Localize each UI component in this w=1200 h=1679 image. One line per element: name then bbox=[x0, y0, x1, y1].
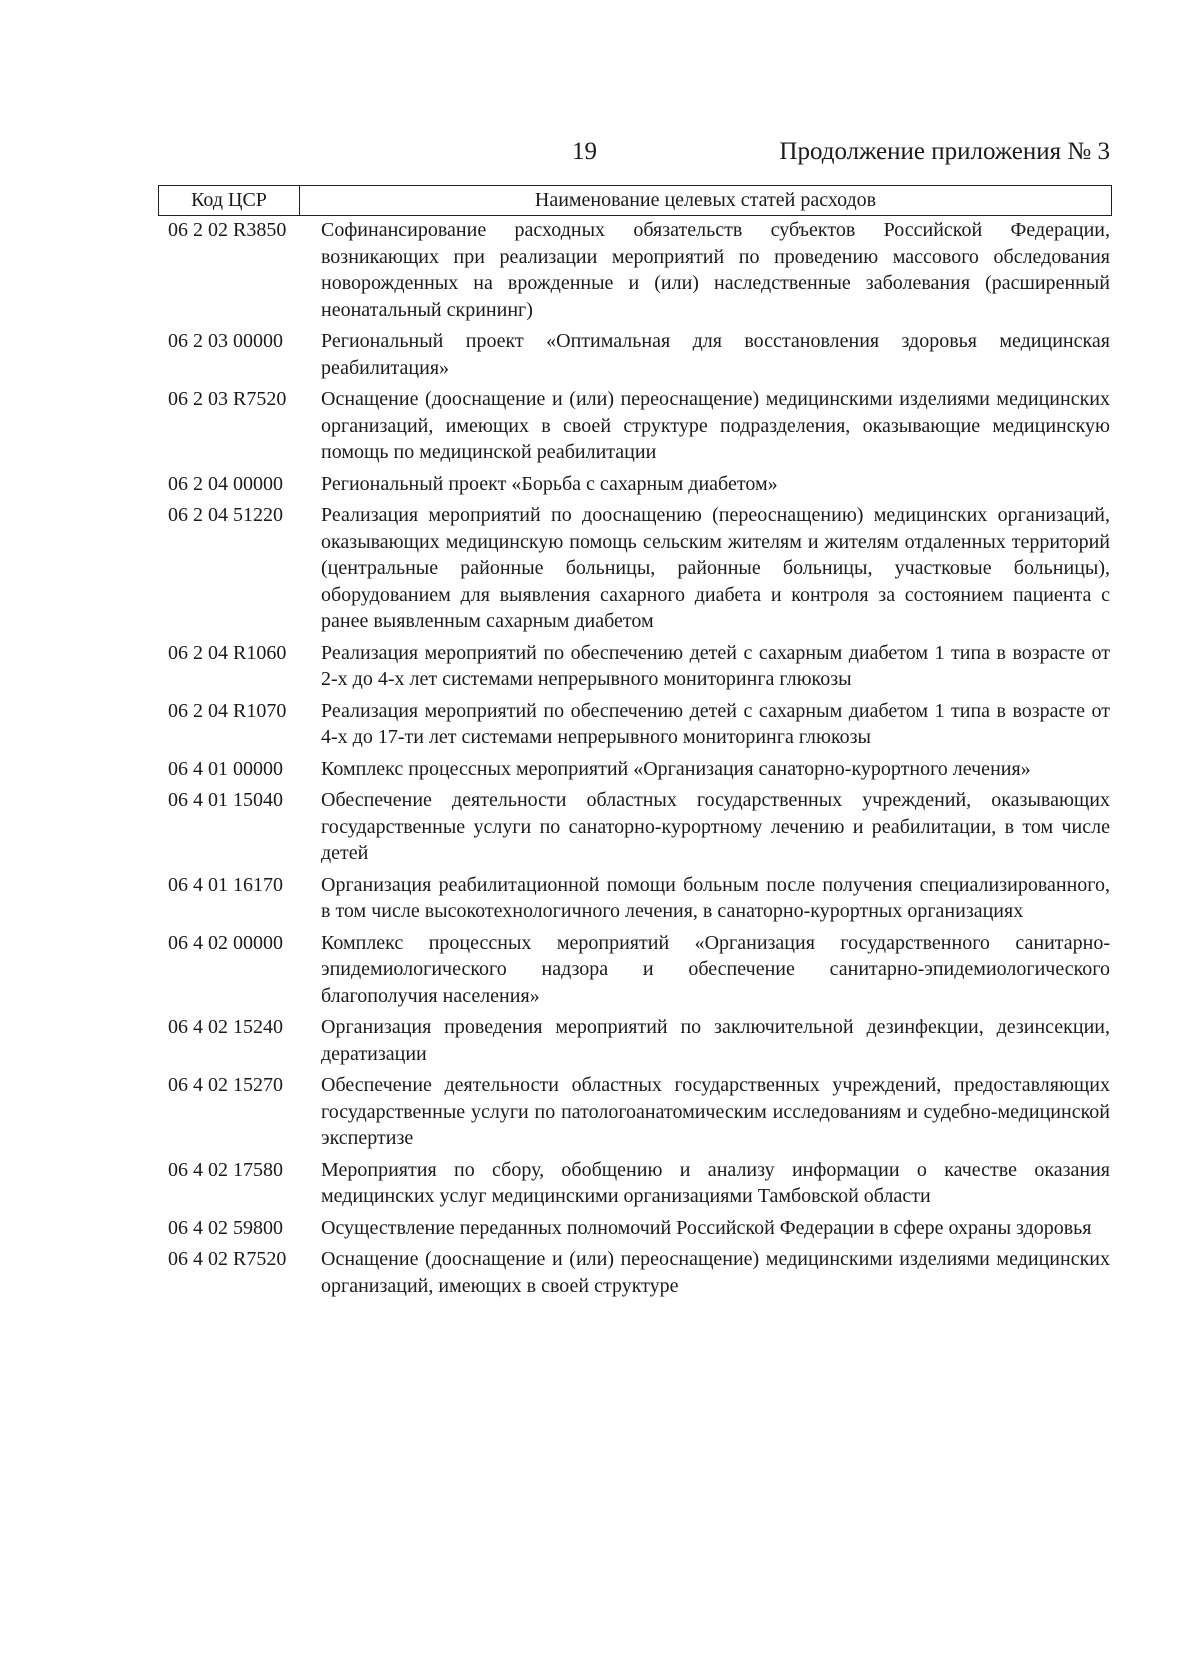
row-code: 06 4 02 59800 bbox=[168, 1216, 283, 1239]
row-name: Комплекс процессных мероприятий «Организация государственного санитарно-эпидемиологического надзора и обеспечение санитарно-эпидемиологического благополучия населения» bbox=[321, 931, 1110, 1007]
row-name: Оснащение (дооснащение и (или) переоснащение) медицинскими изделиями медицинских организаций, имеющих в своей структуре подразделения, оказывающие медицинскую помощь по медицинской реабилитации bbox=[321, 388, 1110, 463]
row-name: Обеспечение деятельности областных государственных учреждений, предоставляющих государственные услуги по патологоанатомическим исследованиям и судебно-медицинской экспертизе bbox=[321, 1074, 1110, 1149]
table-row bbox=[158, 872, 1112, 925]
row-code: 06 4 02 00000 bbox=[168, 931, 283, 954]
column-header-code: Код ЦСР bbox=[159, 186, 300, 215]
table-row bbox=[158, 217, 1112, 323]
table-row bbox=[158, 930, 1112, 1010]
row-code: 06 2 04 51220 bbox=[168, 504, 283, 526]
row-code: 06 2 04 00000 bbox=[168, 472, 283, 495]
table-row bbox=[158, 698, 1112, 751]
table-row bbox=[158, 328, 1112, 381]
row-code: 06 4 01 00000 bbox=[168, 757, 283, 780]
row-name: Реализация мероприятий по дооснащению (переоснащению) медицинских организаций, оказывающих медицинскую помощь сельским жителям и жителям отдаленных территорий (центральные районные больницы, районные больницы, участковые больницы), оборудованием для выявления сахарного диабета и контроля за состоянием пациента с ранее выявленным сахарным диабетом bbox=[321, 504, 1110, 632]
row-name: Региональный проект «Борьба с сахарным диабетом» bbox=[321, 472, 778, 495]
table-row bbox=[158, 1157, 1112, 1210]
table-row bbox=[158, 756, 1112, 783]
page-number: 19 bbox=[572, 138, 597, 165]
row-code: 06 2 04 R1060 bbox=[168, 641, 287, 664]
row-code: 06 4 02 15240 bbox=[168, 1016, 283, 1038]
row-code: 06 4 02 R7520 bbox=[168, 1248, 287, 1270]
row-name: Осуществление переданных полномочий Российской Федерации в сфере охраны здоровья bbox=[321, 1216, 1092, 1239]
row-name: Реализация мероприятий по обеспечению детей с сахарным диабетом 1 типа в возрасте от 4-х до 17-ти лет системами непрерывного мониторинга глюкозы bbox=[321, 699, 1110, 748]
table-row bbox=[158, 787, 1112, 867]
table-row bbox=[158, 640, 1112, 693]
row-code: 06 2 03 R7520 bbox=[168, 388, 287, 410]
row-code: 06 4 01 16170 bbox=[168, 873, 283, 896]
row-code: 06 4 02 15270 bbox=[168, 1074, 283, 1096]
row-code: 06 2 02 R3850 bbox=[168, 219, 287, 241]
table-row bbox=[158, 471, 1112, 498]
row-name: Комплекс процессных мероприятий «Организация санаторно-курортного лечения» bbox=[321, 757, 1031, 780]
table-header-row bbox=[158, 185, 1112, 216]
row-name: Обеспечение деятельности областных государственных учреждений, оказывающих государственные услуги по санаторно-курортному лечению и реабилитации, в том числе детей bbox=[321, 789, 1110, 864]
table-row bbox=[158, 1014, 1112, 1067]
target-expense-codes-table bbox=[158, 185, 1112, 1304]
page-header bbox=[160, 138, 1110, 170]
row-code: 06 2 03 00000 bbox=[168, 330, 283, 352]
column-header-name: Наименование целевых статей расходов bbox=[534, 189, 877, 211]
row-code: 06 2 04 R1070 bbox=[168, 699, 287, 722]
row-code: 06 4 01 15040 bbox=[168, 789, 283, 811]
table-row bbox=[158, 1215, 1112, 1242]
row-name: Софинансирование расходных обязательств субъектов Российской Федерации, возникающих при реализации мероприятий по проведению массового обследования новорожденных на врожденные и (или) наследственные заболевания (расширенный неонатальный скрининг) bbox=[321, 219, 1110, 321]
row-name: Организация реабилитационной помощи больным после получения специализированного, в том числе высокотехнологичного лечения, в санаторно-курортных организациях bbox=[321, 873, 1110, 922]
row-name: Реализация мероприятий по обеспечению детей с сахарным диабетом 1 типа в возрасте от 2-х до 4-х лет системами непрерывного мониторинга глюкозы bbox=[321, 641, 1110, 690]
table-row bbox=[158, 502, 1112, 635]
table-row bbox=[158, 1246, 1112, 1299]
table-body bbox=[158, 217, 1112, 1299]
table-row bbox=[158, 1072, 1112, 1152]
appendix-caption: Продолжение приложения № 3 bbox=[779, 138, 1110, 165]
row-code: 06 4 02 17580 bbox=[168, 1158, 283, 1181]
table-row bbox=[158, 386, 1112, 466]
row-name: Организация проведения мероприятий по заключительной дезинфекции, дезинсекции, дератизации bbox=[321, 1016, 1110, 1065]
row-name: Оснащение (дооснащение и (или) переоснащение) медицинскими изделиями медицинских организаций, имеющих в своей структуре bbox=[321, 1248, 1110, 1297]
row-name: Мероприятия по сбору, обобщению и анализу информации о качестве оказания медицинских услуг медицинскими организациями Тамбовской области bbox=[321, 1158, 1110, 1207]
row-name: Региональный проект «Оптимальная для восстановления здоровья медицинская реабилитация» bbox=[321, 330, 1110, 379]
